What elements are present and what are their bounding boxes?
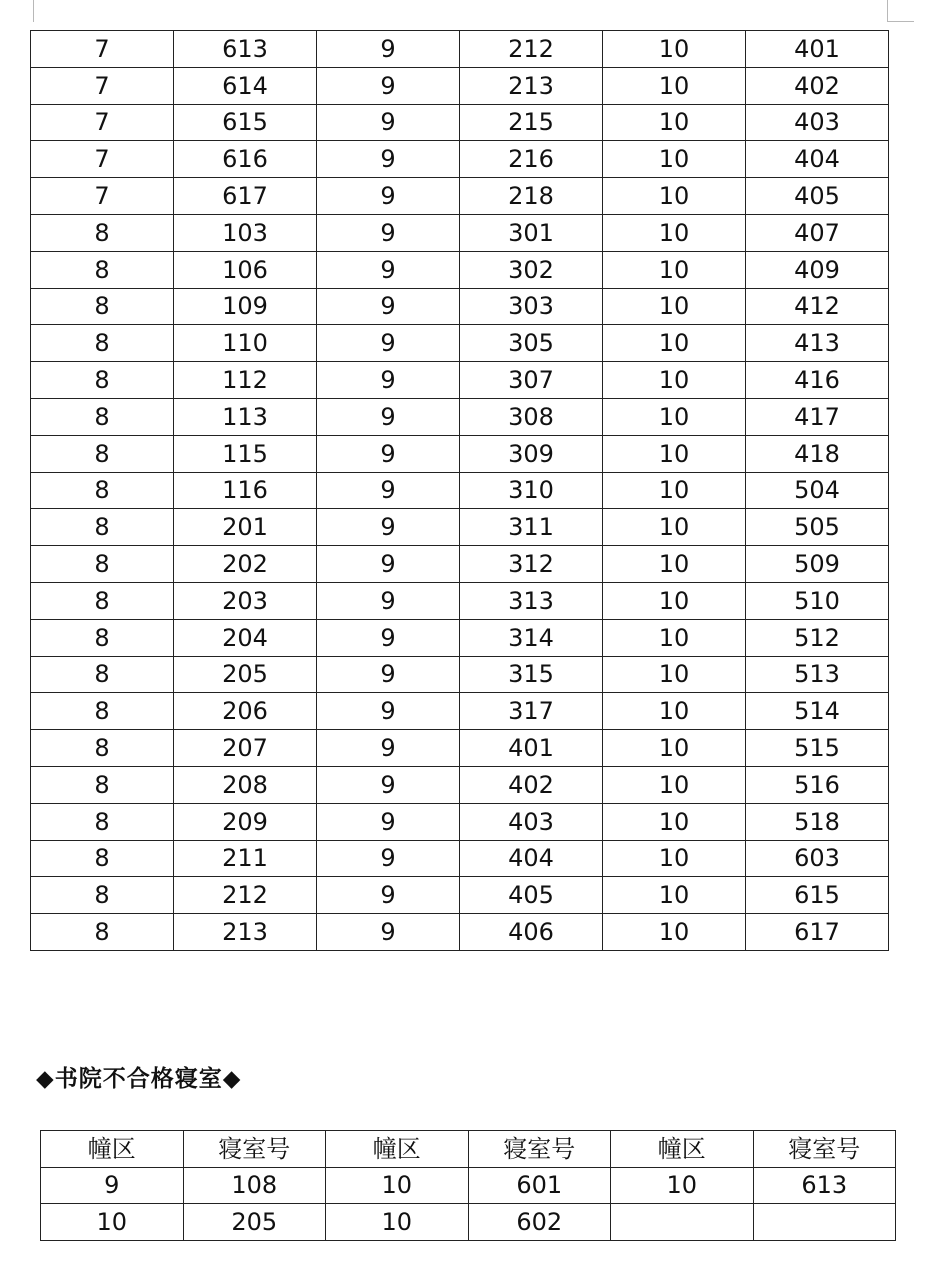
table-cell: [753, 1204, 896, 1241]
table-row: [31, 619, 889, 656]
table-cell: 413: [746, 325, 889, 362]
table-cell: 404: [460, 840, 603, 877]
table-cell: 402: [460, 766, 603, 803]
table-cell: 9: [41, 1167, 184, 1204]
table-cell: 10: [603, 67, 746, 104]
table-cell: 8: [31, 472, 174, 509]
table-cell: 207: [174, 730, 317, 767]
table-cell: 9: [317, 914, 460, 951]
table-cell: 9: [317, 766, 460, 803]
table-cell: 509: [746, 546, 889, 583]
table-cell: 211: [174, 840, 317, 877]
table-cell: 10: [326, 1167, 469, 1204]
table-cell: 9: [317, 546, 460, 583]
table-cell: 8: [31, 619, 174, 656]
table-cell: 8: [31, 214, 174, 251]
table-cell: 218: [460, 178, 603, 215]
table-cell: 613: [753, 1167, 896, 1204]
table-cell: 9: [317, 803, 460, 840]
table-cell: 9: [317, 509, 460, 546]
table-cell: 616: [174, 141, 317, 178]
table-cell: 7: [31, 104, 174, 141]
table-cell: 10: [603, 693, 746, 730]
table-cell: 305: [460, 325, 603, 362]
table-row: [31, 435, 889, 472]
table-cell: 216: [460, 141, 603, 178]
table-cell: 309: [460, 435, 603, 472]
table-cell: 10: [603, 435, 746, 472]
table-cell: 213: [174, 914, 317, 951]
table-cell: [611, 1204, 754, 1241]
table-cell: 8: [31, 325, 174, 362]
table-cell: 209: [174, 803, 317, 840]
table-row: [31, 803, 889, 840]
table-cell: 8: [31, 656, 174, 693]
table-cell: 110: [174, 325, 317, 362]
page-margin-mark-right-horizontal: [888, 21, 914, 22]
table-cell: 10: [603, 914, 746, 951]
table-cell: 115: [174, 435, 317, 472]
table-cell: 10: [603, 656, 746, 693]
table-cell: 312: [460, 546, 603, 583]
table-cell: 615: [174, 104, 317, 141]
table-cell: 10: [603, 251, 746, 288]
table-cell: 313: [460, 582, 603, 619]
section-heading: ◆书院不合格寝室◆: [36, 1066, 242, 1092]
table-cell: 9: [317, 141, 460, 178]
table-cell: 116: [174, 472, 317, 509]
table-cell: 617: [746, 914, 889, 951]
table-cell: 412: [746, 288, 889, 325]
table-cell: 206: [174, 693, 317, 730]
table-cell: 8: [31, 288, 174, 325]
table-cell: 203: [174, 582, 317, 619]
table-row: [31, 546, 889, 583]
table-row: [31, 656, 889, 693]
table-cell: 409: [746, 251, 889, 288]
table-cell: 10: [603, 141, 746, 178]
table-cell: 513: [746, 656, 889, 693]
table-cell: 10: [603, 472, 746, 509]
column-header: 寝室号: [753, 1131, 896, 1168]
table-cell: 9: [317, 472, 460, 509]
table-cell: 403: [746, 104, 889, 141]
table-cell: 202: [174, 546, 317, 583]
table-cell: 7: [31, 67, 174, 104]
table-cell: 212: [460, 31, 603, 68]
table-cell: 10: [603, 214, 746, 251]
table-cell: 311: [460, 509, 603, 546]
table-cell: 418: [746, 435, 889, 472]
table-cell: 7: [31, 31, 174, 68]
table-cell: 307: [460, 362, 603, 399]
table-cell: 8: [31, 582, 174, 619]
table-row: [31, 67, 889, 104]
table-cell: 205: [183, 1204, 326, 1241]
table-row: [41, 1167, 896, 1204]
table-cell: 108: [183, 1167, 326, 1204]
table-cell: 504: [746, 472, 889, 509]
table-cell: 407: [746, 214, 889, 251]
table-cell: 614: [174, 67, 317, 104]
table-cell: 515: [746, 730, 889, 767]
table-cell: 7: [31, 178, 174, 215]
table-row: [31, 251, 889, 288]
page-margin-mark-right: [887, 0, 888, 22]
table-cell: 10: [611, 1167, 754, 1204]
table-cell: 613: [174, 31, 317, 68]
table-cell: 9: [317, 214, 460, 251]
table-cell: 8: [31, 693, 174, 730]
table-row: [31, 693, 889, 730]
table-cell: 9: [317, 67, 460, 104]
table-cell: 310: [460, 472, 603, 509]
table-cell: 103: [174, 214, 317, 251]
table-cell: 9: [317, 178, 460, 215]
table-cell: 9: [317, 398, 460, 435]
table-cell: 8: [31, 251, 174, 288]
table-cell: 10: [326, 1204, 469, 1241]
table-row: [41, 1204, 896, 1241]
table-cell: 10: [603, 582, 746, 619]
table-cell: 9: [317, 730, 460, 767]
column-header: 幢区: [41, 1131, 184, 1168]
table-cell: 8: [31, 914, 174, 951]
table-cell: 9: [317, 251, 460, 288]
table-cell: 10: [603, 546, 746, 583]
table-row: [31, 104, 889, 141]
table-cell: 402: [746, 67, 889, 104]
table-cell: 8: [31, 840, 174, 877]
table-cell: 401: [746, 31, 889, 68]
table-cell: 10: [603, 803, 746, 840]
table-cell: 505: [746, 509, 889, 546]
table-cell: 8: [31, 546, 174, 583]
table-cell: 10: [603, 178, 746, 215]
table-cell: 512: [746, 619, 889, 656]
table-cell: 417: [746, 398, 889, 435]
table-cell: 9: [317, 656, 460, 693]
table-cell: 403: [460, 803, 603, 840]
table-cell: 602: [468, 1204, 611, 1241]
table-cell: 10: [603, 840, 746, 877]
table-cell: 9: [317, 288, 460, 325]
table-cell: 10: [603, 398, 746, 435]
table-cell: 405: [746, 178, 889, 215]
column-header: 幢区: [326, 1131, 469, 1168]
table-row: [31, 840, 889, 877]
table-cell: 10: [603, 288, 746, 325]
table-cell: 106: [174, 251, 317, 288]
table-row: [31, 730, 889, 767]
table-cell: 10: [603, 730, 746, 767]
table-cell: 404: [746, 141, 889, 178]
dormitory-table: [30, 30, 889, 951]
table-cell: 9: [317, 325, 460, 362]
table-cell: 10: [603, 362, 746, 399]
table-row: [31, 31, 889, 68]
table-cell: 8: [31, 766, 174, 803]
table-cell: 10: [603, 104, 746, 141]
table-cell: 9: [317, 435, 460, 472]
table-cell: 401: [460, 730, 603, 767]
table-row: [31, 877, 889, 914]
table-row: [31, 472, 889, 509]
table-cell: 308: [460, 398, 603, 435]
table-cell: 215: [460, 104, 603, 141]
table-row: [31, 214, 889, 251]
table-cell: 9: [317, 31, 460, 68]
table-row: [31, 325, 889, 362]
table-cell: 8: [31, 435, 174, 472]
table-cell: 615: [746, 877, 889, 914]
table-row: [31, 509, 889, 546]
table-cell: 9: [317, 104, 460, 141]
column-header: 幢区: [611, 1131, 754, 1168]
table-row: [31, 582, 889, 619]
table-cell: 10: [603, 325, 746, 362]
table-cell: 516: [746, 766, 889, 803]
table-cell: 603: [746, 840, 889, 877]
table-cell: 406: [460, 914, 603, 951]
table-cell: 213: [460, 67, 603, 104]
table-cell: 317: [460, 693, 603, 730]
table-cell: 314: [460, 619, 603, 656]
table-row: [31, 766, 889, 803]
table-row: [31, 178, 889, 215]
table-cell: 9: [317, 619, 460, 656]
table-cell: 9: [317, 582, 460, 619]
table-cell: 303: [460, 288, 603, 325]
table-cell: 518: [746, 803, 889, 840]
table-cell: 9: [317, 693, 460, 730]
table-cell: 10: [603, 509, 746, 546]
table-cell: 514: [746, 693, 889, 730]
table-cell: 212: [174, 877, 317, 914]
table-cell: 9: [317, 362, 460, 399]
table-cell: 112: [174, 362, 317, 399]
table-cell: 405: [460, 877, 603, 914]
table-cell: 416: [746, 362, 889, 399]
table-cell: 8: [31, 877, 174, 914]
table-row: [31, 362, 889, 399]
table-cell: 315: [460, 656, 603, 693]
table-cell: 8: [31, 509, 174, 546]
table-header-row: [41, 1131, 896, 1168]
table-cell: 9: [317, 840, 460, 877]
table-cell: 205: [174, 656, 317, 693]
table-cell: 10: [603, 619, 746, 656]
table-cell: 113: [174, 398, 317, 435]
table-cell: 208: [174, 766, 317, 803]
table-cell: 10: [603, 766, 746, 803]
table-cell: 8: [31, 398, 174, 435]
table-cell: 510: [746, 582, 889, 619]
table-cell: 10: [603, 31, 746, 68]
table-cell: 617: [174, 178, 317, 215]
table-cell: 109: [174, 288, 317, 325]
table-row: [31, 914, 889, 951]
table-cell: 601: [468, 1167, 611, 1204]
table-cell: 302: [460, 251, 603, 288]
table-cell: 10: [41, 1204, 184, 1241]
table-cell: 8: [31, 362, 174, 399]
table-row: [31, 398, 889, 435]
column-header: 寝室号: [183, 1131, 326, 1168]
table-cell: 10: [603, 877, 746, 914]
page-margin-mark-left: [33, 0, 34, 22]
table-cell: 8: [31, 803, 174, 840]
table-cell: 204: [174, 619, 317, 656]
table-cell: 301: [460, 214, 603, 251]
table-cell: 7: [31, 141, 174, 178]
unqualified-dormitory-table: [40, 1130, 896, 1241]
table-cell: 9: [317, 877, 460, 914]
column-header: 寝室号: [468, 1131, 611, 1168]
table-cell: 8: [31, 730, 174, 767]
table-row: [31, 288, 889, 325]
table-row: [31, 141, 889, 178]
table-cell: 201: [174, 509, 317, 546]
